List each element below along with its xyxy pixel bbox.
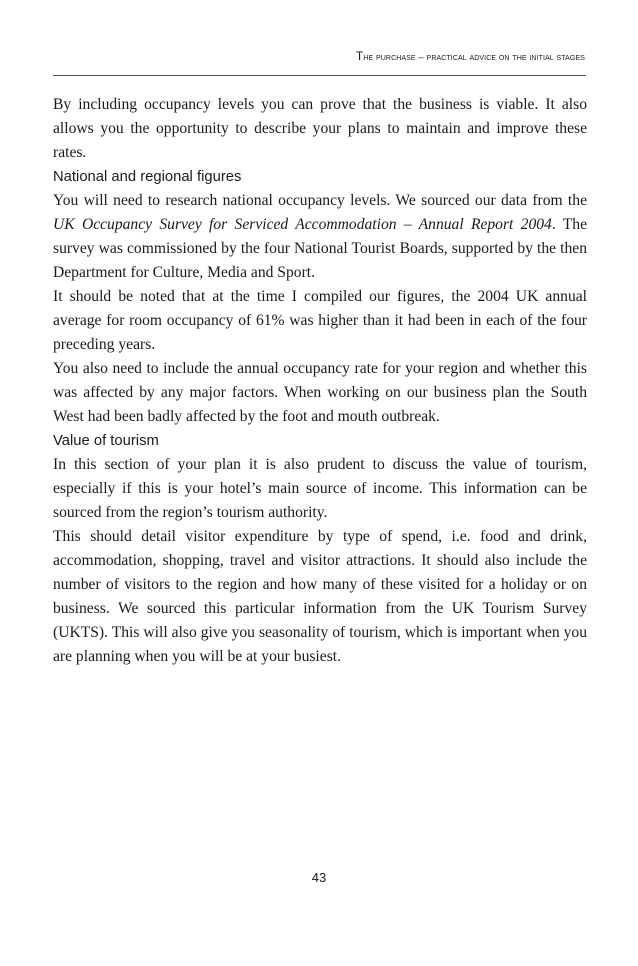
page-number: 43	[311, 870, 327, 885]
running-header-title: he purchase – practical advice on the initial stages	[363, 52, 585, 63]
national-occupancy-text-end: . The survey was commissioned by the four National Tourist Boards, supported by the then Department for Culture, Media and Sport.	[53, 216, 587, 281]
running-header	[356, 49, 585, 63]
national-occupancy-text-start: You will need to research national occupancy levels. We sourced our data from the	[53, 192, 587, 209]
national-occupancy-paragraph	[53, 189, 587, 285]
occupancy-figures-paragraph: It should be noted that at the time I compiled our figures, the 2004 UK annual average for room occupancy of 61% was higher than it had been in each of the four preceding years.	[53, 288, 587, 353]
heading-value-of-tourism: Value of tourism	[53, 433, 159, 449]
visitor-expenditure-paragraph: This should detail visitor expenditure by type of spend, i.e. food and drink, accommodation, shopping, travel and visitor attractions. It should also include the number of visitors to the region and how many of these visited for a holiday or on business. We sourced this particular information from the UK Tourism Survey (UKTS). This will also give you seasonality of tourism, which is important when you are planning when you will be at your busiest.	[53, 528, 587, 665]
page-body	[53, 93, 587, 669]
intro-paragraph: By including occupancy levels you can prove that the business is viable. It also allows you the opportunity to describe your plans to maintain and improve these rates.	[53, 96, 587, 161]
heading-national-regional-figures: National and regional figures	[53, 169, 242, 185]
survey-report-title: UK Occupancy Survey for Serviced Accommodation – Annual Report 2004	[53, 216, 552, 233]
header-rule	[53, 75, 586, 76]
regional-occupancy-paragraph: You also need to include the annual occupancy rate for your region and whether this was affected by any major factors. When working on our business plan the South West had been badly affected by the foot and mouth outbreak.	[53, 360, 587, 425]
running-header-initial: T	[355, 49, 364, 63]
tourism-value-paragraph: In this section of your plan it is also prudent to discuss the value of tourism, especially if this is your hotel’s main source of income. This information can be sourced from the region’s tourism authority.	[53, 456, 587, 521]
